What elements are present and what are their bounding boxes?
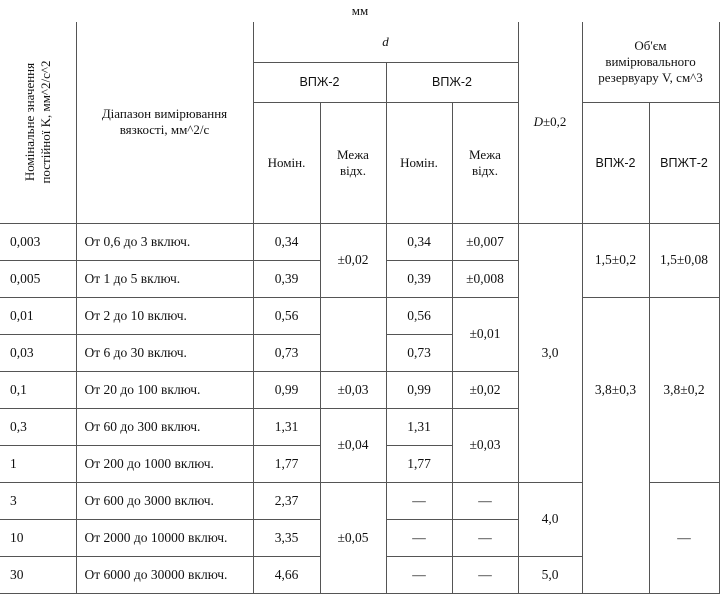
unit-label: мм: [351, 3, 369, 18]
header-vol-vpzh: ВПЖ-2: [582, 102, 649, 223]
cell-vol-vpzht: 3,8±0,2: [649, 297, 719, 482]
cell-vpzh-nom: 0,39: [253, 260, 320, 297]
cell-vpzht-nom: 0,56: [386, 297, 452, 334]
viscometer-table: [0, 22, 720, 594]
cell-k: 0,01: [0, 297, 76, 334]
header-vpzht-nomin: Номін.: [386, 102, 452, 223]
header-range: Діапазон вимірювання вязкості, мм^2/с: [76, 22, 253, 223]
cell-vpzht-nom: 0,73: [386, 334, 452, 371]
cell-vpzh-nom: 3,35: [253, 519, 320, 556]
cell-k: 3: [0, 482, 76, 519]
cell-range: От 20 до 100 включ.: [76, 371, 253, 408]
header-vpzht-tol: Межа відх.: [452, 102, 518, 223]
cell-range: От 600 до 3000 включ.: [76, 482, 253, 519]
cell-vpzht-tol: —: [452, 519, 518, 556]
cell-vpzht-nom: —: [386, 519, 452, 556]
cell-range: От 60 до 300 включ.: [76, 408, 253, 445]
cell-vpzht-tol: ±0,008: [452, 260, 518, 297]
cell-D: 5,0: [518, 556, 582, 593]
header-vpzh-tol: Межа відх.: [320, 102, 386, 223]
cell-k: 0,03: [0, 334, 76, 371]
cell-vpzht-tol: ±0,01: [452, 297, 518, 371]
cell-vpzh-tol: ±0,02: [320, 223, 386, 297]
cell-vol-vpzh: 1,5±0,2: [582, 223, 649, 297]
cell-D: 4,0: [518, 482, 582, 556]
cell-vpzht-tol: —: [452, 556, 518, 593]
cell-vol-vpzht: —: [649, 482, 719, 593]
cell-vpzh-tol: ±0,03: [320, 371, 386, 408]
header-volume: Об'єм вимірювального резервуару V, см^3: [582, 22, 719, 102]
cell-range: От 0,6 до 3 включ.: [76, 223, 253, 260]
cell-vpzh-tol: ±0,05: [320, 482, 386, 593]
cell-vpzh-nom: 2,37: [253, 482, 320, 519]
cell-range: От 1 до 5 включ.: [76, 260, 253, 297]
cell-vpzht-nom: —: [386, 556, 452, 593]
cell-k: 0,3: [0, 408, 76, 445]
cell-vol-vpzh: 3,8±0,3: [582, 297, 649, 593]
cell-vpzh-nom: 0,99: [253, 371, 320, 408]
cell-k: 0,1: [0, 371, 76, 408]
cell-vpzh-nom: 0,73: [253, 334, 320, 371]
cell-vpzht-tol: ±0,03: [452, 408, 518, 482]
cell-k: 10: [0, 519, 76, 556]
cell-range: От 2000 до 10000 включ.: [76, 519, 253, 556]
cell-vol-vpzht: 1,5±0,08: [649, 223, 719, 297]
cell-vpzh-nom: 4,66: [253, 556, 320, 593]
cell-k: 1: [0, 445, 76, 482]
cell-vpzh-nom: 0,34: [253, 223, 320, 260]
table-row: [0, 297, 719, 334]
cell-vpzh-nom: 1,77: [253, 445, 320, 482]
cell-vpzht-nom: —: [386, 482, 452, 519]
cell-range: От 6000 до 30000 включ.: [76, 556, 253, 593]
header-vpzht: ВПЖ-2: [386, 62, 518, 102]
cell-vpzh-nom: 0,56: [253, 297, 320, 334]
cell-vpzht-tol: —: [452, 482, 518, 519]
table-row: [0, 223, 719, 260]
cell-range: От 200 до 1000 включ.: [76, 445, 253, 482]
header-vol-vpzht: ВПЖТ-2: [649, 102, 719, 223]
cell-vpzht-nom: 0,99: [386, 371, 452, 408]
header-vpzh-nomin: Номін.: [253, 102, 320, 223]
cell-vpzht-nom: 1,31: [386, 408, 452, 445]
cell-vpzht-nom: 0,34: [386, 223, 452, 260]
cell-k: 30: [0, 556, 76, 593]
header-d: d: [253, 22, 518, 62]
cell-k: 0,005: [0, 260, 76, 297]
cell-vpzh-nom: 1,31: [253, 408, 320, 445]
cell-vpzht-tol: ±0,02: [452, 371, 518, 408]
cell-vpzh-tol-empty: [320, 297, 386, 371]
header-D: D±0,2: [518, 22, 582, 223]
header-k: Номінальне значення постійної K, мм^2/с^2: [0, 22, 76, 223]
cell-D: 3,0: [518, 223, 582, 482]
cell-range: От 6 до 30 включ.: [76, 334, 253, 371]
header-vpzh: ВПЖ-2: [253, 62, 386, 102]
cell-k: 0,003: [0, 223, 76, 260]
cell-vpzht-tol: ±0,007: [452, 223, 518, 260]
cell-vpzht-nom: 1,77: [386, 445, 452, 482]
cell-vpzh-tol: ±0,04: [320, 408, 386, 482]
cell-vpzht-nom: 0,39: [386, 260, 452, 297]
cell-range: От 2 до 10 включ.: [76, 297, 253, 334]
